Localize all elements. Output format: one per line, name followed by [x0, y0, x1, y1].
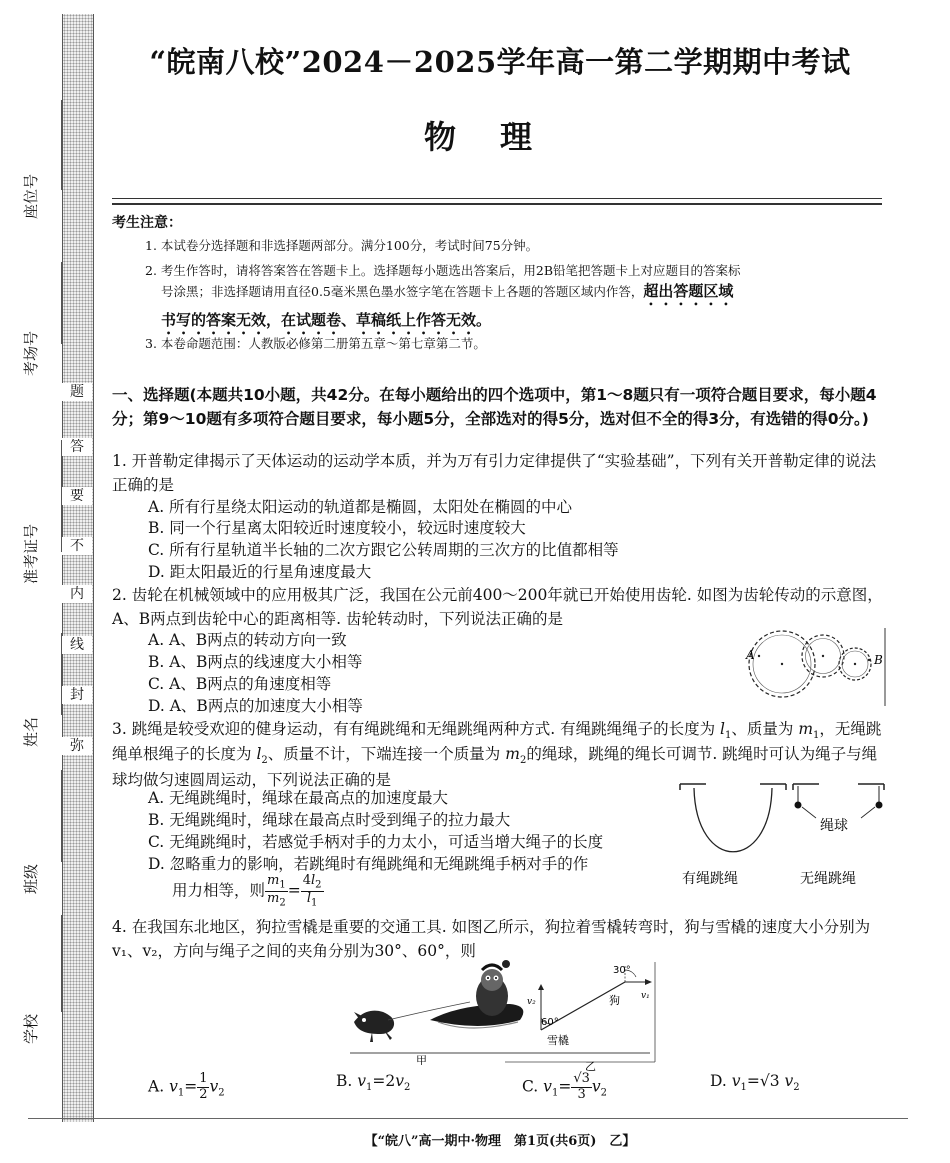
strip-char: 线 — [62, 636, 92, 654]
exam-title: “皖南八校”2024－2025学年高一第二学期期中考试 — [149, 45, 851, 79]
question-3-option-d: D. 忽略重力的影响，若跳绳时有绳跳绳和无绳跳绳手柄对手的作 — [148, 855, 589, 873]
strip-char: 题 — [62, 383, 92, 401]
point-a-label: A — [746, 648, 755, 662]
binding-strip — [62, 14, 94, 1122]
strip-char: 要 — [62, 487, 92, 505]
question-4-option-b: B. $v_1=2v_2$ — [336, 1072, 411, 1094]
question-3-option-b: B. 无绳跳绳时，绳球在最高点时受到绳子的拉力最大 — [148, 811, 511, 829]
ropeless-label: 无绳跳绳 — [800, 871, 856, 887]
strip-char: 不 — [62, 537, 92, 555]
v1-label: v₁ — [641, 991, 650, 1001]
figure-jia-label: 甲 — [416, 1054, 427, 1065]
question-1-stem: 1. 开普勒定律揭示了天体运动的运动学本质，并为万有引力定律提供了“实验基础”，下列有关开普勒定律的说法正确的是 — [112, 452, 877, 494]
question-3-option-d-cont: 用力相等，则 $\frac{m_1}{m_2}$ = $\frac{4l_2}{l_1}$ — [172, 873, 322, 909]
sled-label: 雪橇 — [547, 1034, 569, 1047]
divider — [28, 1118, 908, 1119]
divider — [112, 198, 882, 199]
question-2-option-a: A. A、B两点的转动方向一致 — [148, 631, 347, 649]
question-3-option-c: C. 无绳跳绳时，若感觉手柄对手的力太小，可适当增大绳子的长度 — [148, 833, 604, 851]
question-1-option-d: D. 距太阳最近的行星角速度最大 — [148, 563, 372, 581]
question-3-option-a: A. 无绳跳绳时，绳球在最高点的加速度最大 — [148, 789, 449, 807]
question-2-option-c: C. A、B两点的角速度相等 — [148, 675, 332, 693]
v2-label: v₂ — [527, 997, 536, 1007]
notice-heading: 考生注意： — [112, 215, 182, 231]
angle-30-label: 30° — [613, 965, 631, 976]
gear-diagram — [728, 628, 888, 706]
question-1-option-c: C. 所有行星轨道半长轴的二次方跟它公转周期的三次方的比值都相等 — [148, 541, 619, 559]
velocity-diagram — [505, 962, 665, 1072]
notice-item-1: 1. 本试卷分选择题和非选择题两部分。满分100分，考试时间75分钟。 — [145, 238, 539, 253]
question-2-stem: 2. 齿轮在机械领域中的应用极其广泛，我国在公元前400～200年就已开始使用齿轮. 如图为齿轮传动的示意图，A、B两点到齿轮中心的距离相等. 齿轮转动时，下列说法正确的是 — [112, 586, 883, 628]
divider — [112, 203, 882, 205]
notice-item-3: 3. 本卷命题范围：人教版必修第二册第五章～第七章第二节。 — [145, 336, 486, 351]
notice-item-2: 2. 考生作答时，请将答案答在答题卡上。选择题每小题选出答案后，用2B铅笔把答题卡上对应题目的答案标 号涂黑；非选择题请用直径0.5毫米黑色墨水签字笔在答题卡上各题的答题区域内作答，超出答题区域 书写的答案无效，在试题卷、草稿纸上作答无效。 — [145, 263, 741, 330]
point-b-label: B — [874, 653, 883, 667]
question-2-option-b: B. A、B两点的线速度大小相等 — [148, 653, 363, 671]
question-1-option-a: A. 所有行星绕太阳运动的轨道都是椭圆，太阳处在椭圆的中心 — [148, 498, 573, 516]
strip-char: 内 — [62, 585, 92, 603]
question-3-stem: 3. 跳绳是较受欢迎的健身运动，有有绳跳绳和无绳跳绳两种方式. 有绳跳绳绳子的长度为 $l_1$、质量为 $m_1$，无绳跳绳单根绳子的长度为 $l_2$、质量不计，下端连接一个质量为 $m_2$的绳球，跳绳的绳长可调节. 跳绳时可认为绳子与绳球均做匀速圆周运动，下列说法正确的是 — [112, 720, 882, 789]
question-1-option-b: B. 同一个行星离太阳较近时速度较小，较远时速度较大 — [148, 519, 526, 537]
strip-char: 弥 — [62, 737, 92, 755]
with-rope-label: 有绳跳绳 — [682, 871, 738, 887]
question-4-option-d: D. $v_1=√3$ $v_2$ — [710, 1072, 800, 1094]
strip-char: 封 — [62, 686, 92, 704]
jump-rope-diagram — [676, 778, 888, 888]
question-2-option-d: D. A、B两点的加速度大小相等 — [148, 697, 363, 715]
question-4-option-c: C. $v_1=$ $\frac{√3}{3}$ $v_2$ — [522, 1071, 608, 1102]
section-heading: 一、选择题(本题共10小题，共42分。在每小题给出的四个选项中，第1～8题只有一项符合题目要求，每小题4分；第9～10题有多项符合题目要求，每小题5分，全部选对的得5分，选对但不全的得3分，有选错的得0分。) — [112, 386, 877, 429]
rope-ball-label: 绳球 — [820, 818, 848, 834]
subject-title: 物理 — [423, 118, 576, 156]
question-4-stem: 4. 在我国东北地区，狗拉雪橇是重要的交通工具. 如图乙所示，狗拉着雪橇转弯时，狗与雪橇的速度大小分别为v₁、v₂，方向与绳子之间的夹角分别为30°、60°，则 — [112, 918, 871, 960]
question-4-option-a: A. $v_1=$ $\frac{1}{2}$ $v_2$ — [148, 1071, 225, 1102]
page-footer: 【“皖八”高一期中·物理 第1页(共6页) 乙】 — [364, 1134, 636, 1149]
dog-label: 狗 — [609, 994, 620, 1007]
angle-60-label: 60° — [541, 1017, 559, 1028]
strip-char: 答 — [62, 438, 92, 456]
figure-yi-label: 乙 — [585, 1060, 596, 1072]
